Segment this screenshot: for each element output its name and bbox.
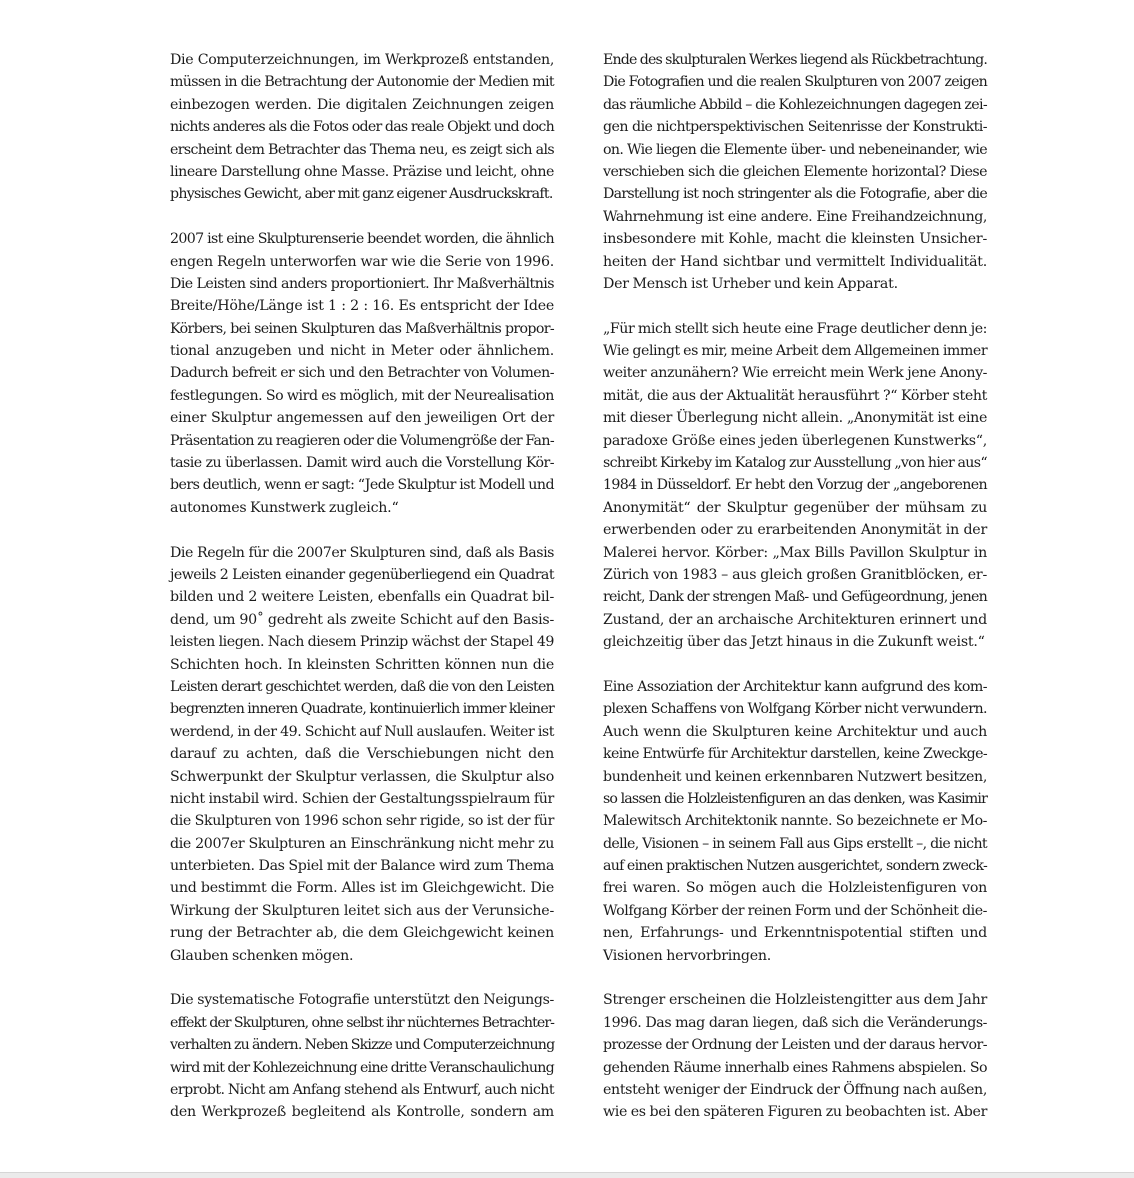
text-line: Auch wenn die Skulpturen keine Architektur und auch <box>603 723 987 740</box>
text-line: einbezogen werden. Die digitalen Zeichnungen zeigen <box>170 96 554 113</box>
text-line: verhalten zu ändern. Neben Skizze und Computerzeichnung <box>170 1037 555 1054</box>
text-line: wie es bei den späteren Figuren zu beobachten ist. Aber <box>603 1104 987 1121</box>
text-line: erscheint dem Betrachter das Thema neu, es zeigt sich als <box>170 141 554 158</box>
paragraph <box>170 49 554 206</box>
text-line: tasie zu überlassen. Damit wird auch die Vorstellung Kör- <box>170 455 554 472</box>
text-line: entsteht weniger der Eindruck der Öffnung nach außen, <box>603 1081 987 1098</box>
text-line: tional anzugeben und nicht in Meter oder ähnlichem. <box>170 343 554 360</box>
text-line: Ende des skulpturalen Werkes liegend als Rückbetrachtung. <box>603 52 987 68</box>
text-line: und bestimmt die Form. Alles ist im Gleichgewicht. Die <box>170 880 554 897</box>
text-line: heiten der Hand sichtbar und vermittelt Individualität. <box>603 253 987 270</box>
text-line: darauf zu achten, daß die Verschiebungen nicht den <box>170 746 554 763</box>
text-line: leisten liegen. Nach diesem Prinzip wächst der Stapel 49 <box>170 634 554 651</box>
text-line: Visionen hervorbringen. <box>603 947 772 964</box>
text-line: prozesse der Ordnung der Leisten und der daraus hervor- <box>603 1037 987 1054</box>
text-line: Eine Assoziation der Architektur kann aufgrund des kom- <box>603 678 987 695</box>
text-line: Präsentation zu reagieren oder die Volumengröße der Fan- <box>170 432 554 449</box>
text-line: plexen Schaffens von Wolfgang Körber nicht verwundern. <box>603 701 987 718</box>
text-line: Die Leisten sind anders proportioniert. Ihr Maßverhältnis <box>170 275 554 292</box>
text-line: wird mit der Kohlezeichnung eine dritte Veranschaulichung <box>170 1059 554 1076</box>
text-line: dend, um 90˚ gedreht als zweite Schicht auf den Basis- <box>170 611 554 628</box>
text-line: Glauben schenken mögen. <box>170 947 354 964</box>
text-line: mität, die aus der Aktualität herausführt ?“ Körber steht <box>603 387 987 404</box>
text-line: „Für mich stellt sich heute eine Frage deutlicher denn je: <box>603 320 987 337</box>
text-line: Wahrnehmung ist eine andere. Eine Freihandzeichnung, <box>603 208 987 225</box>
text-line: Körbers, bei seinen Skulpturen das Maßverhältnis propor- <box>170 320 554 337</box>
text-line: auf einen praktischen Nutzen ausgerichtet, sondern zweck- <box>603 858 987 875</box>
text-line: reicht, Dank der strengen Maß- und Gefügeordnung, jenen <box>603 589 987 606</box>
text-line: rung der Betrachter ab, die dem Gleichgewicht keinen <box>170 925 554 942</box>
page-bottom-divider <box>0 1172 1134 1178</box>
text-line: schreibt Kirkeby im Katalog zur Ausstellung „von hier aus“ <box>603 455 987 472</box>
right-column <box>603 49 987 1146</box>
text-line: Die Computerzeichnungen, im Werkprozeß entstanden, <box>170 52 554 68</box>
text-line: jeweils 2 Leisten einander gegenüberliegend ein Quadrat <box>170 566 554 583</box>
text-line: begrenzten inneren Quadrate, kontinuierlich immer kleiner <box>170 701 554 718</box>
text-line: das räumliche Abbild – die Kohlezeichnungen dagegen zei- <box>603 96 987 113</box>
text-line: erprobt. Nicht am Anfang stehend als Entwurf, auch nicht <box>170 1081 554 1098</box>
text-line: engen Regeln unterworfen war wie die Serie von 1996. <box>170 253 554 270</box>
paragraph <box>603 676 987 967</box>
paragraph <box>170 542 554 967</box>
text-line: die 2007er Skulpturen an Einschränkung nicht mehr zu <box>170 835 554 852</box>
text-line: 2007 ist eine Skulpturenserie beendet worden, die ähnlich <box>170 231 554 248</box>
text-line: 1996. Das mag daran liegen, daß sich die Veränderungs- <box>603 1014 987 1031</box>
paragraph <box>603 318 987 654</box>
paragraph <box>603 989 987 1123</box>
text-line: delle, Visionen – in seinem Fall aus Gips erstellt –, die nicht <box>603 835 987 852</box>
text-line: mit dieser Überlegung nicht allein. „Anonymität ist eine <box>603 410 987 427</box>
text-line: 1984 in Düsseldorf. Er hebt den Vorzug der „angeborenen <box>603 477 987 494</box>
text-line: gen die nichtperspektivischen Seitenrisse der Konstrukti- <box>603 119 987 136</box>
text-line: Wolfgang Körber der reinen Form und der Schönheit die- <box>603 902 987 919</box>
text-line: effekt der Skulpturen, ohne selbst ihr nüchternes Betrachter- <box>170 1014 554 1031</box>
text-line: nen, Erfahrungs- und Erkenntnispotential stiften und <box>603 925 987 942</box>
text-line: Zürich von 1983 – aus gleich großen Granitblöcken, er- <box>603 566 987 583</box>
text-line: so lassen die Holzleistenfiguren an das denken, was Kasimir <box>603 790 987 807</box>
text-line: nichts anderes als die Fotos oder das reale Objekt und doch <box>170 119 554 136</box>
text-line: autonomes Kunstwerk zugleich.“ <box>170 499 399 516</box>
text-line: Strenger erscheinen die Holzleistengitter aus dem Jahr <box>603 992 987 1009</box>
text-line: Der Mensch ist Urheber und kein Apparat. <box>603 275 898 292</box>
text-line: erwerbenden oder zu erarbeitenden Anonymität in der <box>603 522 987 539</box>
text-line: Wirkung der Skulpturen leitet sich aus der Verunsiche- <box>170 902 554 919</box>
text-line: Darstellung ist noch stringenter als die Fotografie, aber die <box>603 186 987 203</box>
text-line: Anonymität“ der Skulptur gegenüber der mühsam zu <box>603 499 987 516</box>
text-line: Malerei hervor. Körber: „Max Bills Pavillon Skulptur in <box>603 544 987 561</box>
text-line: einer Skulptur angemessen auf den jeweiligen Ort der <box>170 410 554 427</box>
text-line: müssen in die Betrachtung der Autonomie der Medien mit <box>170 74 554 91</box>
text-line: Die Regeln für die 2007er Skulpturen sind, daß als Basis <box>170 544 554 561</box>
text-line: unterbieten. Das Spiel mit der Balance wird zum Thema <box>170 858 554 875</box>
text-line: die Skulpturen von 1996 schon sehr rigide, so ist der für <box>170 813 554 830</box>
text-line: Breite/Höhe/Länge ist 1 : 2 : 16. Es entspricht der Idee <box>170 298 554 315</box>
text-line: insbesondere mit Kohle, macht die kleinsten Unsicher- <box>603 231 987 248</box>
text-line: weiter anzunähern? Wie erreicht mein Werk jene Anony- <box>603 365 987 382</box>
text-line: verschieben sich die gleichen Elemente horizontal? Diese <box>603 163 987 180</box>
text-line: Zustand, der an archaische Architekturen erinnert und <box>603 611 987 628</box>
text-line: festlegungen. So wird es möglich, mit der Neurealisation <box>170 387 554 404</box>
text-line: Die systematische Fotografie unterstützt den Neigungs- <box>170 992 554 1009</box>
paragraph <box>170 228 554 519</box>
text-line: keine Entwürfe für Architektur darstellen, keine Zweckge- <box>603 746 987 763</box>
text-line: Malewitsch Architektonik nannte. So bezeichnete er Mo- <box>603 813 987 830</box>
paragraph <box>603 49 987 295</box>
text-line: frei waren. So mögen auch die Holzleistenfiguren von <box>603 880 987 897</box>
text-line: werdend, in der 49. Schicht auf Null auslaufen. Weiter ist <box>170 723 554 740</box>
text-line: on. Wie liegen die Elemente über- und nebeneinander, wie <box>603 141 987 158</box>
text-line: bers deutlich, wenn er sagt: “Jede Skulptur ist Modell und <box>170 477 554 494</box>
text-line: Wie gelingt es mir, meine Arbeit dem Allgemeinen immer <box>603 343 988 360</box>
text-line: physisches Gewicht, aber mit ganz eigener Ausdruckskraft. <box>170 186 553 203</box>
left-column <box>170 49 554 1146</box>
text-line: bundenheit und keinen erkennbaren Nutzwert besitzen, <box>603 768 987 785</box>
text-line: Die Fotografien und die realen Skulpturen von 2007 zeigen <box>603 74 987 91</box>
text-line: gleichzeitig über das Jetzt hinaus in die Zukunft weist.“ <box>603 634 985 651</box>
text-line: Schichten hoch. In kleinsten Schritten können nun die <box>170 656 554 673</box>
text-line: gehenden Räume innerhalb eines Rahmens abspielen. So <box>603 1059 987 1076</box>
paragraph <box>170 989 554 1123</box>
text-line: nicht instabil wird. Schien der Gestaltungsspielraum für <box>170 790 554 807</box>
text-line: bilden und 2 weitere Leisten, ebenfalls ein Quadrat bil- <box>170 589 554 606</box>
text-line: Dadurch befreit er sich und den Betrachter von Volumen- <box>170 365 554 382</box>
text-line: Schwerpunkt der Skulptur verlassen, die Skulptur also <box>170 768 554 785</box>
text-line: den Werkprozeß begleitend als Kontrolle, sondern am <box>170 1104 554 1121</box>
text-line: paradoxe Größe eines jeden überlegenen Kunstwerks“, <box>603 432 987 449</box>
text-line: lineare Darstellung ohne Masse. Präzise und leicht, ohne <box>170 163 554 180</box>
text-line: Leisten derart geschichtet werden, daß die von den Leisten <box>170 678 554 695</box>
